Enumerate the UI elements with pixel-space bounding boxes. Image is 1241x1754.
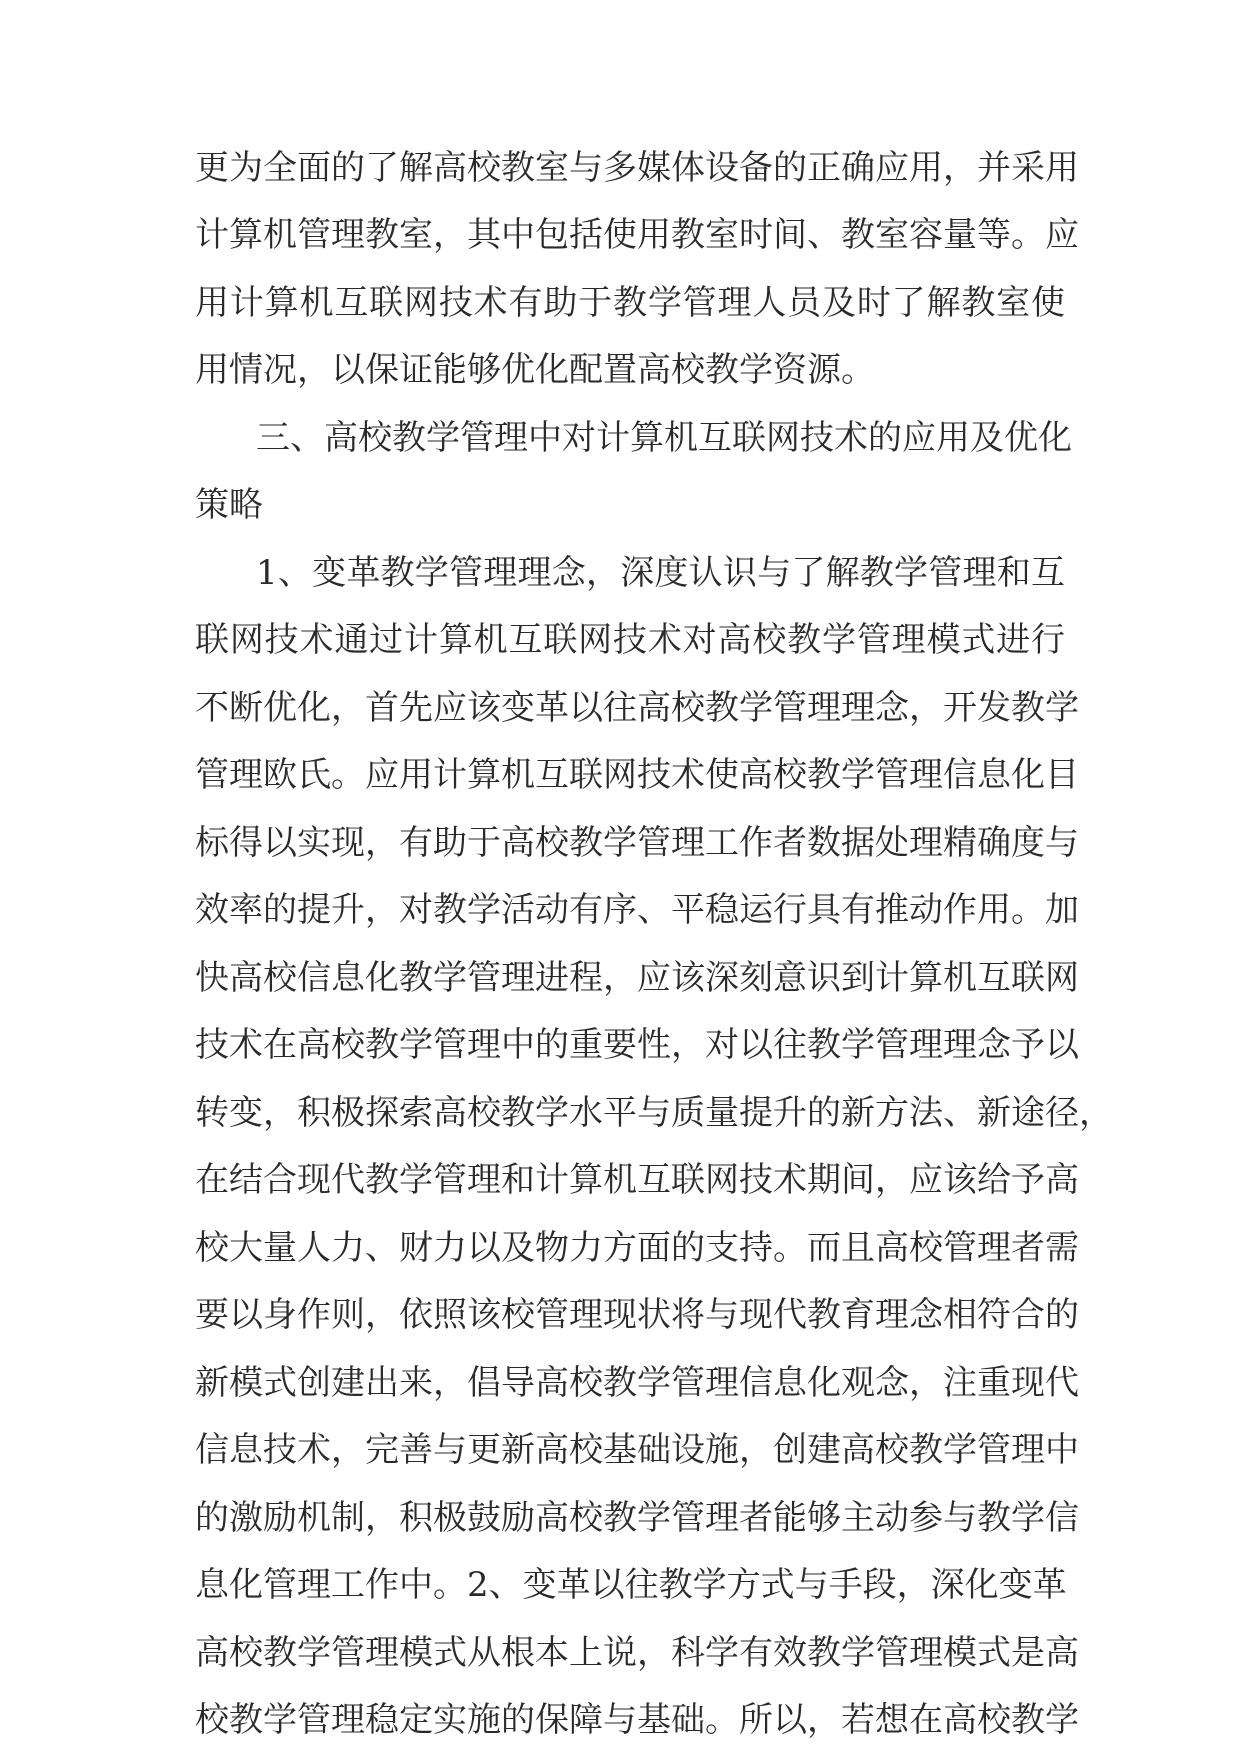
text-line: 新模式创建出来，倡导高校教学管理信息化观念，注重现代 [195,1363,1079,1403]
text-line: 管理欧氏。应用计算机互联网技术使高校教学管理信息化目 [195,755,1079,795]
text-line: 高校教学管理模式从根本上说，科学有效教学管理模式是高 [195,1633,1079,1673]
section-heading: 三、高校教学管理中对计算机互联网技术的应用及优化 [256,418,1072,458]
text-line: 息化管理工作中。2、变革以往教学方式与手段，深化变革 [195,1565,1067,1605]
text-line: 校大量人力、财力以及物力方面的支持。而且高校管理者需 [195,1228,1079,1268]
text-line: 快高校信息化教学管理进程，应该深刻意识到计算机互联网 [195,958,1079,998]
text-line: 1、变革教学管理理念，深度认识与了解教学管理和互 [256,553,1065,593]
section-heading-continued: 策略 [195,485,263,525]
text-line: 技术在高校教学管理中的重要性，对以往教学管理理念予以 [195,1025,1079,1065]
text-line: 更为全面的了解高校教室与多媒体设备的正确应用，并采用 [195,148,1079,188]
text-line: 转变，积极探索高校教学水平与质量提升的新方法、新途径， [195,1093,1113,1133]
text-line: 效率的提升，对教学活动有序、平稳运行具有推动作用。加 [195,890,1079,930]
text-line: 信息技术，完善与更新高校基础设施，创建高校教学管理中 [195,1430,1079,1470]
text-line: 标得以实现，有助于高校教学管理工作者数据处理精确度与 [195,823,1079,863]
text-line: 在结合现代教学管理和计算机互联网技术期间，应该给予高 [195,1160,1079,1200]
text-line: 校教学管理稳定实施的保障与基础。所以，若想在高校教学 [195,1700,1079,1740]
text-line: 要以身作则，依照该校管理现状将与现代教育理念相符合的 [195,1295,1079,1335]
text-line: 计算机管理教室，其中包括使用教室时间、教室容量等。应 [195,215,1079,255]
text-line: 用计算机互联网技术有助于教学管理人员及时了解教室使 [195,283,1065,323]
text-line: 不断优化，首先应该变革以往高校教学管理理念，开发教学 [195,688,1079,728]
text-line: 用情况，以保证能够优化配置高校教学资源。 [195,350,875,390]
text-line: 的激励机制，积极鼓励高校教学管理者能够主动参与教学信 [195,1498,1079,1538]
text-line: 联网技术通过计算机互联网技术对高校教学管理模式进行 [195,620,1065,660]
